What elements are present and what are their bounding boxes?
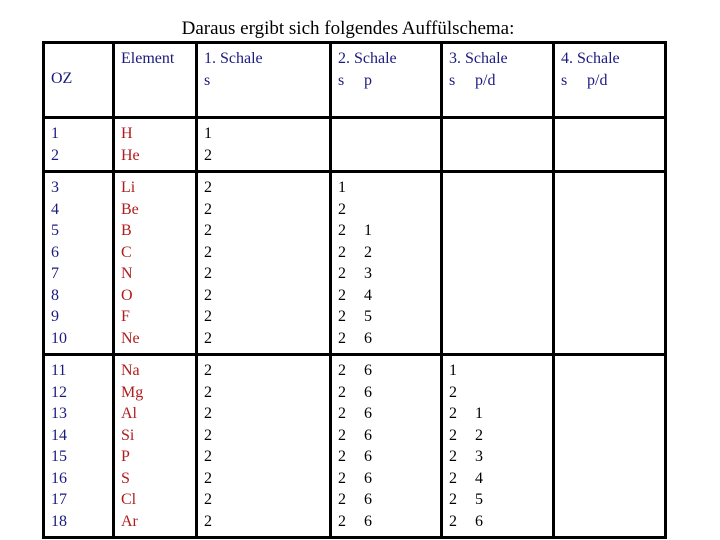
shell-4-cell [554, 172, 666, 355]
cell-value-pair [449, 468, 546, 490]
shell-1-cell [197, 118, 331, 172]
p-value: 4 [475, 469, 483, 487]
cell-value-pair [338, 446, 434, 468]
cell-value: Cl [121, 491, 137, 508]
cell-value-pair [338, 360, 434, 382]
cell-value: Ne [121, 329, 140, 347]
cell-value: 8 [51, 286, 59, 304]
cell-value: 3 [51, 179, 59, 196]
s-value: 2 [338, 243, 346, 261]
shell-1-cell [197, 172, 331, 355]
s-value: 2 [338, 512, 346, 530]
header-shell-3: 3. Schale s p/d [442, 43, 554, 118]
oz-cell [44, 355, 114, 538]
cell-value: O [121, 286, 133, 304]
cell-value: Si [121, 426, 135, 444]
cell-value: H [121, 125, 133, 142]
p-value: 6 [364, 329, 372, 347]
p-value: 6 [364, 448, 372, 465]
cell-value: 2 [204, 146, 212, 164]
cell-value: 15 [51, 448, 67, 465]
cell-value: 13 [51, 405, 67, 422]
s-value: 1 [449, 362, 457, 379]
p-value: 3 [364, 265, 372, 282]
s-value: 2 [338, 426, 346, 444]
header-shell-2: 2. Schale s p [331, 43, 442, 118]
cell-value-pair [449, 403, 546, 425]
cell-value: 2 [204, 243, 212, 261]
shell-1-cell [197, 355, 331, 538]
page-title: Daraus ergibt sich folgendes Auffülschema: [181, 18, 515, 39]
shell-2-cell [331, 172, 442, 355]
p-value: 6 [475, 512, 483, 530]
cell-value: 2 [204, 222, 212, 239]
header-shell-1: 1. Schale s [197, 43, 331, 118]
cell-value: 1 [204, 125, 212, 142]
header-shell-4: 4. Schale s p/d [554, 43, 666, 118]
cell-value: 2 [204, 448, 212, 465]
s-value: 2 [449, 426, 457, 444]
header-oz: OZ [44, 43, 114, 118]
cell-value: 2 [51, 146, 59, 164]
p-value: 1 [475, 405, 483, 422]
cell-value: S [121, 469, 130, 487]
cell-value: Mg [121, 383, 144, 401]
p-value: 6 [364, 383, 372, 401]
p-value: 3 [475, 448, 483, 465]
shell-3-cell [442, 118, 554, 172]
cell-value-pair [338, 403, 434, 425]
cell-value: 2 [204, 362, 212, 379]
cell-value: Li [121, 179, 136, 196]
shell-4-cell [554, 118, 666, 172]
cell-value: 2 [204, 426, 212, 444]
cell-value-pair [449, 360, 546, 382]
table-row-period-2 [44, 172, 666, 355]
cell-value: 2 [204, 491, 212, 508]
cell-value: 2 [204, 286, 212, 304]
cell-value-pair [338, 285, 434, 307]
cell-value: Ar [121, 512, 138, 530]
cell-value-pair [338, 489, 434, 511]
cell-value-pair [338, 306, 434, 328]
cell-value: Na [121, 362, 140, 379]
cell-value: 10 [51, 329, 67, 347]
cell-value: 2 [204, 405, 212, 422]
table-row-period-3 [44, 355, 666, 538]
s-value: 2 [338, 200, 346, 218]
oz-cell [44, 172, 114, 355]
cell-value: 2 [204, 469, 212, 487]
cell-value-pair [449, 425, 546, 447]
cell-value: 14 [51, 426, 67, 444]
cell-value: 2 [204, 200, 212, 218]
cell-value: 6 [51, 243, 59, 261]
p-value: 5 [475, 491, 483, 508]
s-value: 2 [338, 222, 346, 239]
cell-value-pair [449, 489, 546, 511]
cell-value-pair [338, 220, 434, 242]
p-value: 6 [364, 512, 372, 530]
p-value: 6 [364, 491, 372, 508]
s-value: 2 [449, 491, 457, 508]
s-value: 2 [338, 286, 346, 304]
s-value: 2 [449, 383, 457, 401]
s-value: 2 [449, 448, 457, 465]
p-value: 6 [364, 362, 372, 379]
s-value: 2 [449, 469, 457, 487]
s-value: 2 [338, 265, 346, 282]
element-cell [114, 172, 197, 355]
s-value: 2 [338, 448, 346, 465]
s-value: 2 [338, 329, 346, 347]
cell-value: 16 [51, 469, 67, 487]
element-cell [114, 355, 197, 538]
cell-value: Al [121, 405, 137, 422]
filling-scheme-table [42, 41, 667, 539]
shell-2-cell [331, 355, 442, 538]
cell-value: P [121, 448, 130, 465]
oz-cell [44, 118, 114, 172]
shell-3-cell [442, 172, 554, 355]
cell-value-pair [449, 382, 546, 404]
cell-value-pair [449, 511, 546, 533]
cell-value: 17 [51, 491, 67, 508]
s-value: 2 [338, 469, 346, 487]
s-value: 2 [338, 308, 346, 325]
s-value: 2 [449, 405, 457, 422]
cell-value: 18 [51, 512, 67, 530]
cell-value-pair [338, 328, 434, 350]
s-value: 1 [338, 179, 346, 196]
cell-value: He [121, 146, 140, 164]
header-element: Element [114, 43, 197, 118]
s-value: 2 [338, 362, 346, 379]
shell-2-cell [331, 118, 442, 172]
cell-value: 2 [204, 265, 212, 282]
p-value: 4 [364, 286, 372, 304]
cell-value: Be [121, 200, 139, 218]
cell-value: N [121, 265, 133, 282]
cell-value-pair [338, 425, 434, 447]
p-value: 6 [364, 405, 372, 422]
cell-value: 2 [204, 512, 212, 530]
cell-value: 11 [51, 362, 67, 379]
cell-value: 2 [204, 329, 212, 347]
cell-value-pair [338, 199, 434, 221]
s-value: 2 [338, 405, 346, 422]
cell-value: 2 [204, 383, 212, 401]
cell-value: B [121, 222, 132, 239]
table-row-period-1 [44, 118, 666, 172]
element-cell [114, 118, 197, 172]
cell-value: 2 [204, 308, 212, 325]
p-value: 6 [364, 469, 372, 487]
shell-4-cell [554, 355, 666, 538]
cell-value: F [121, 308, 130, 325]
cell-value: 12 [51, 383, 67, 401]
p-value: 2 [364, 243, 372, 261]
cell-value: 9 [51, 308, 59, 325]
cell-value-pair [338, 177, 434, 199]
header-row [44, 43, 666, 118]
s-value: 2 [449, 512, 457, 530]
p-value: 5 [364, 308, 372, 325]
cell-value-pair [338, 468, 434, 490]
cell-value: 2 [204, 179, 212, 196]
cell-value-pair [338, 263, 434, 285]
cell-value-pair [338, 242, 434, 264]
cell-value-pair [338, 382, 434, 404]
cell-value-pair [338, 511, 434, 533]
p-value: 1 [364, 222, 372, 239]
s-value: 2 [338, 383, 346, 401]
shell-3-cell [442, 355, 554, 538]
cell-value: 1 [51, 125, 59, 142]
cell-value: 4 [51, 200, 59, 218]
p-value: 2 [475, 426, 483, 444]
cell-value: 7 [51, 265, 59, 282]
s-value: 2 [338, 491, 346, 508]
cell-value: C [121, 243, 132, 261]
cell-value-pair [449, 446, 546, 468]
cell-value: 5 [51, 222, 59, 239]
p-value: 6 [364, 426, 372, 444]
